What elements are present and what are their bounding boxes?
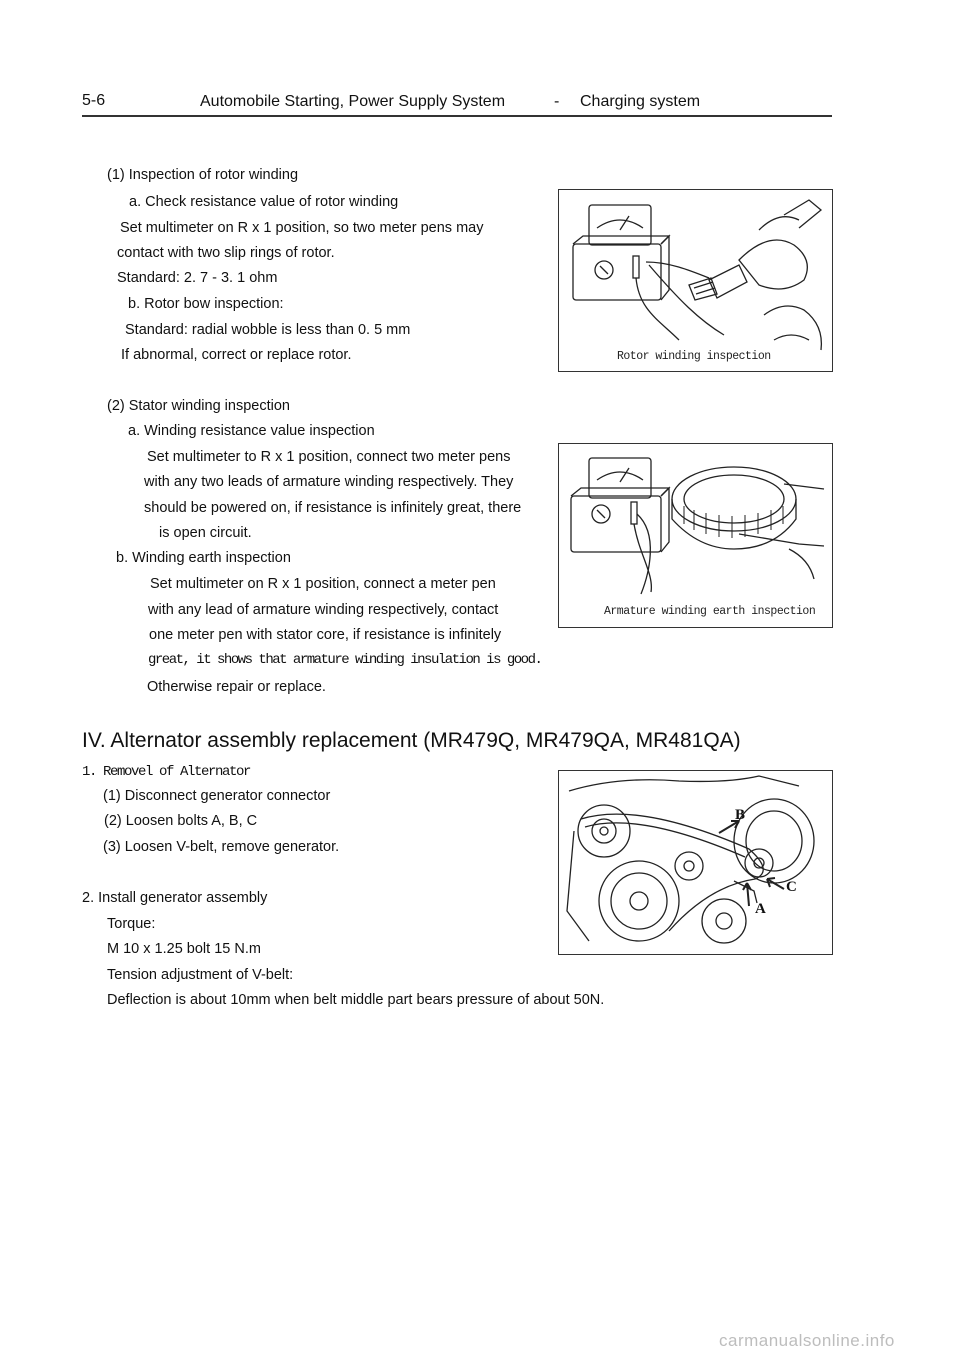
stator-b-text-2: with any lead of armature winding respectively, contact <box>148 602 499 618</box>
stator-b-text-5: Otherwise repair or replace. <box>147 679 326 695</box>
removal-heading: 1. Removel of Alternator <box>82 764 251 780</box>
armature-figure-caption: Armature winding earth inspection <box>604 605 816 618</box>
torque-label: Torque: <box>107 916 156 932</box>
rotor-figure-caption: Rotor winding inspection <box>617 350 771 363</box>
stator-b-text-1: Set multimeter on R x 1 position, connect a meter pen <box>150 576 496 592</box>
armature-inspection-illustration <box>559 444 832 627</box>
install-heading: 2. Install generator assembly <box>82 890 268 906</box>
bolt-label-a: A <box>755 901 766 917</box>
rotor-heading: (1) Inspection of rotor winding <box>107 167 299 183</box>
stator-a-text-4: is open circuit. <box>159 525 252 541</box>
removal-step-1: (1) Disconnect generator connector <box>103 788 331 804</box>
stator-step-a: a. Winding resistance value inspection <box>128 423 375 439</box>
removal-step-2: (2) Loosen bolts A, B, C <box>104 813 258 829</box>
belt-tension-label: Tension adjustment of V-belt: <box>107 967 294 983</box>
armature-inspection-figure <box>558 443 833 628</box>
rotor-step-b: b. Rotor bow inspection: <box>128 296 284 312</box>
section-title: Charging system <box>580 93 701 110</box>
rotor-standard-wobble: Standard: radial wobble is less than 0. 5 mm <box>125 322 411 338</box>
alternator-figure <box>558 770 833 955</box>
stator-b-text-4: great, it shows that armature winding insulation is good. <box>148 652 542 668</box>
stator-b-text-3: one meter pen with stator core, if resistance is infinitely <box>149 627 502 643</box>
rotor-text-1: Set multimeter on R x 1 position, so two meter pens may <box>120 220 484 236</box>
rotor-inspection-figure <box>558 189 833 372</box>
stator-step-b: b. Winding earth inspection <box>116 550 291 566</box>
torque-bolt-spec: M 10 x 1.25 bolt 15 N.m <box>107 941 261 957</box>
stator-a-text-1: Set multimeter to R x 1 position, connect two meter pens <box>147 449 511 465</box>
stator-heading: (2) Stator winding inspection <box>107 398 290 414</box>
section-iv-heading: IV. Alternator assembly replacement (MR479Q, MR479QA, MR481QA) <box>82 729 741 752</box>
chapter-title: Automobile Starting, Power Supply System <box>200 93 506 110</box>
alternator-illustration <box>559 771 832 954</box>
rotor-step-a: a. Check resistance value of rotor winding <box>129 194 399 210</box>
rotor-inspection-illustration <box>559 190 832 371</box>
header-rule <box>82 115 832 117</box>
watermark: carmanualsonline.info <box>719 1331 895 1350</box>
rotor-abnormal-note: If abnormal, correct or replace rotor. <box>121 347 352 363</box>
belt-deflection-spec: Deflection is about 10mm when belt middle part bears pressure of about 50N. <box>107 992 605 1008</box>
rotor-text-2: contact with two slip rings of rotor. <box>117 245 335 261</box>
bolt-label-b: B <box>735 807 746 823</box>
rotor-standard-resistance: Standard: 2. 7 - 3. 1 ohm <box>117 270 278 286</box>
bolt-label-c: C <box>786 879 797 895</box>
removal-step-3: (3) Loosen V-belt, remove generator. <box>103 839 340 855</box>
page-number: 5-6 <box>82 92 106 109</box>
stator-a-text-2: with any two leads of armature winding respectively. They <box>144 474 514 490</box>
header-separator: - <box>554 93 560 110</box>
stator-a-text-3: should be powered on, if resistance is infinitely great, there <box>144 500 522 516</box>
